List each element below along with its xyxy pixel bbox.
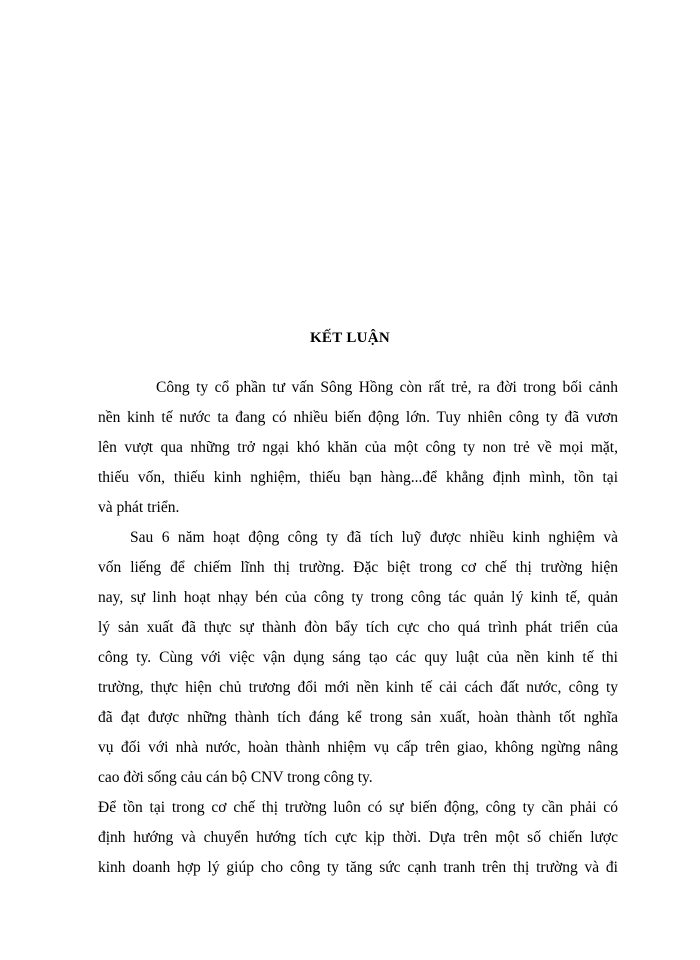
- text-line: Để tồn tại trong cơ chế thị trường luôn có sự biến động, công ty cần phải có: [98, 799, 618, 816]
- text-line: định hướng và chuyển hướng tích cực kịp thời. Dựa trên một số chiến lược: [98, 829, 618, 846]
- paragraph-2: [98, 523, 618, 793]
- paragraph-3: [98, 793, 618, 883]
- page-title: KẾT LUẬN: [309, 330, 391, 346]
- text-line: vụ đối với nhà nước, hoàn thành nhiệm vụ cấp trên giao, không ngừng nâng: [98, 739, 618, 756]
- text-line: Sau 6 năm hoạt động công ty đã tích luỹ được nhiều kinh nghiệm và: [130, 529, 618, 546]
- text-line: cao đời sống cảu cán bộ CNV trong công ty.: [98, 769, 373, 786]
- text-line: công ty. Cùng với việc vận dụng sáng tạo các quy luật của nền kinh tế thi: [98, 649, 618, 666]
- text-line: Công ty cổ phần tư vấn Sông Hồng còn rất trẻ, ra đời trong bối cảnh: [156, 379, 618, 396]
- text-line: thiếu vốn, thiếu kinh nghiệm, thiếu bạn hàng...để khẳng định mình, tồn tại: [98, 469, 618, 486]
- text-line: nền kinh tế nước ta đang có nhiều biến động lớn. Tuy nhiên công ty đã vươn: [98, 409, 618, 426]
- paragraph-1: [98, 373, 618, 523]
- text-line: trường, thực hiện chủ trương đổi mới nền kinh tế cải cách đất nước, công ty: [98, 679, 618, 696]
- text-line: nay, sự linh hoạt nhạy bén của công ty trong công tác quản lý kinh tế, quản: [98, 589, 618, 606]
- text-line: và phát triển.: [98, 499, 180, 516]
- text-line: vốn liếng để chiếm lĩnh thị trường. Đặc biệt trong cơ chế thị trường hiện: [98, 559, 618, 576]
- text-line: lý sản xuất đã thực sự thành đòn bẩy tích cực cho quá trình phát triển của: [98, 619, 618, 636]
- text-line: lên vượt qua những trở ngại khó khăn của một công ty non trẻ về mọi mặt,: [98, 439, 618, 456]
- text-line: đã đạt được những thành tích đáng kể trong sản xuất, hoàn thành tốt nghĩa: [98, 709, 618, 726]
- text-line: kinh doanh hợp lý giúp cho công ty tăng sức cạnh tranh trên thị trường và đi: [98, 859, 618, 876]
